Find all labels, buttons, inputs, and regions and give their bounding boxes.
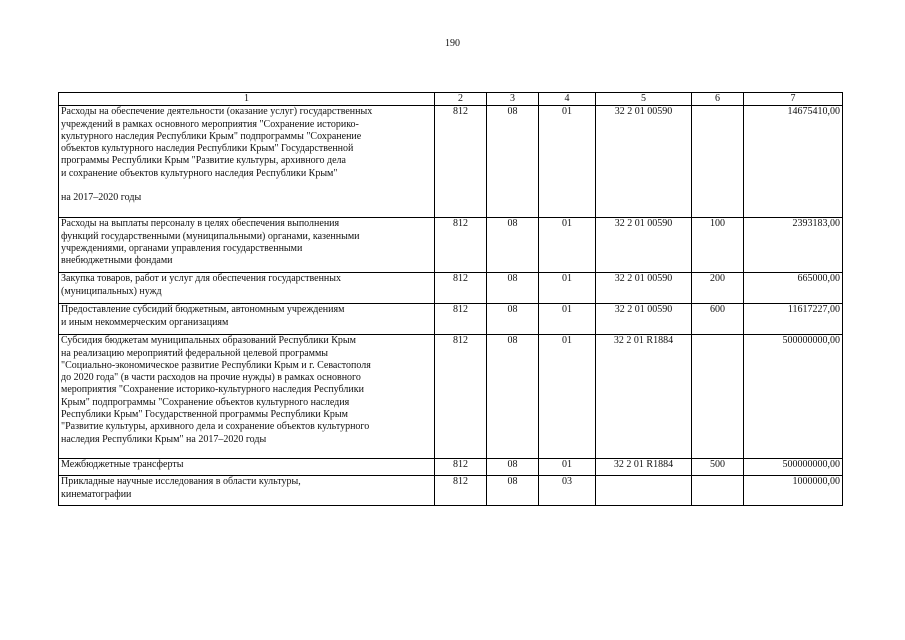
cell-amount: 11617227,00 [744, 304, 843, 335]
cell-target-article: 32 2 01 00590 [596, 273, 692, 304]
cell-subsection: 01 [539, 106, 596, 218]
column-header: 1 [59, 93, 435, 106]
cell-amount: 1000000,00 [744, 476, 843, 506]
cell-section: 08 [487, 476, 539, 506]
cell-target-article: 32 2 01 R1884 [596, 335, 692, 459]
description-line: Предоставление субсидий бюджетным, автономным учреждениям [61, 304, 345, 316]
description-line: внебюджетными фондами [61, 255, 173, 267]
cell-subsection: 01 [539, 273, 596, 304]
table-row [59, 218, 843, 273]
cell-ministry-code: 812 [435, 273, 487, 304]
cell-expense-type: 200 [692, 273, 744, 304]
cell-ministry-code: 812 [435, 106, 487, 218]
cell-target-article [596, 476, 692, 506]
description-line: и сохранение объектов культурного наследия Республики Крым" [61, 167, 338, 179]
description-line: функций государственными (муниципальными) органами, казенными [61, 230, 360, 242]
description-line: до 2020 года" (в части расходов на прочие нужды) в рамках основного [61, 372, 361, 384]
cell-expense-type [692, 335, 744, 459]
description-line: и иным некоммерческим организациям [61, 316, 229, 328]
table-row [59, 106, 843, 218]
cell-ministry-code: 812 [435, 335, 487, 459]
cell-section: 08 [487, 335, 539, 459]
table-row [59, 273, 843, 304]
cell-section: 08 [487, 273, 539, 304]
cell-amount: 2393183,00 [744, 218, 843, 273]
description-line: учреждениями, органами управления государственными [61, 242, 303, 254]
cell-subsection: 01 [539, 459, 596, 476]
cell-amount: 500000000,00 [744, 459, 843, 476]
row-description [59, 218, 435, 273]
column-header: 5 [596, 93, 692, 106]
column-header: 7 [744, 93, 843, 106]
cell-target-article: 32 2 01 R1884 [596, 459, 692, 476]
table-row [59, 335, 843, 459]
cell-target-article: 32 2 01 00590 [596, 304, 692, 335]
table-row [59, 304, 843, 335]
description-line: Расходы на обеспечение деятельности (оказание услуг) государственных [61, 106, 373, 118]
description-line: культурного наследия Республики Крым" подпрограммы "Сохранение [61, 130, 362, 142]
cell-target-article: 32 2 01 00590 [596, 218, 692, 273]
cell-section: 08 [487, 218, 539, 273]
description-line: Расходы на выплаты персоналу в целях обеспечения выполнения [61, 218, 340, 230]
cell-subsection: 03 [539, 476, 596, 506]
column-header: 3 [487, 93, 539, 106]
cell-ministry-code: 812 [435, 218, 487, 273]
description-line: Прикладные научные исследования в области культуры, [61, 476, 301, 488]
cell-ministry-code: 812 [435, 476, 487, 506]
description-line: Крым" подпрограммы "Сохранение объектов культурного наследия [61, 396, 350, 408]
row-description [59, 335, 435, 459]
description-line: объектов культурного наследия Республики Крым" Государственной [61, 143, 354, 155]
description-line: Республики Крым" Государственной программы Республики Крым [61, 409, 348, 421]
description-line: учреждений в рамках основного мероприятия "Сохранение историко- [61, 118, 359, 130]
cell-section: 08 [487, 459, 539, 476]
description-line: кинематографии [61, 488, 132, 500]
table-row [59, 459, 843, 476]
description-line: Закупка товаров, работ и услуг для обеспечения государственных [61, 273, 342, 285]
description-line: на реализацию мероприятий федеральной целевой программы [61, 347, 329, 359]
cell-expense-type [692, 476, 744, 506]
description-line: программы Республики Крым "Развитие культуры, архивного дела [61, 155, 346, 167]
cell-ministry-code: 812 [435, 304, 487, 335]
column-header: 2 [435, 93, 487, 106]
cell-subsection: 01 [539, 304, 596, 335]
description-line: Межбюджетные трансферты [61, 459, 184, 471]
cell-section: 08 [487, 106, 539, 218]
cell-expense-type: 500 [692, 459, 744, 476]
description-line: Субсидия бюджетам муниципальных образований Республики Крым [61, 335, 356, 347]
description-line: "Социально-экономическое развитие Республики Крым и г. Севастополя [61, 359, 371, 371]
cell-amount: 665000,00 [744, 273, 843, 304]
budget-table [58, 92, 843, 506]
column-header: 6 [692, 93, 744, 106]
cell-expense-type: 600 [692, 304, 744, 335]
cell-expense-type: 100 [692, 218, 744, 273]
row-description [59, 476, 435, 506]
header-row [59, 93, 843, 106]
cell-target-article: 32 2 01 00590 [596, 106, 692, 218]
cell-amount: 14675410,00 [744, 106, 843, 218]
cell-expense-type [692, 106, 744, 218]
row-description [59, 106, 435, 218]
row-description [59, 459, 435, 476]
cell-ministry-code: 812 [435, 459, 487, 476]
cell-subsection: 01 [539, 218, 596, 273]
cell-section: 08 [487, 304, 539, 335]
row-description [59, 304, 435, 335]
description-line: наследия Республики Крым" на 2017–2020 годы [61, 433, 267, 445]
row-description [59, 273, 435, 304]
cell-amount: 500000000,00 [744, 335, 843, 459]
column-header: 4 [539, 93, 596, 106]
cell-subsection: 01 [539, 335, 596, 459]
description-line: "Развитие культуры, архивного дела и сохранение объектов культурного [61, 421, 370, 433]
table-row [59, 476, 843, 506]
page-number: 190 [445, 38, 460, 49]
description-line: на 2017–2020 годы [61, 192, 142, 204]
description-line: мероприятия "Сохранение историко-культурного наследия Республики [61, 384, 364, 396]
description-line: (муниципальных) нужд [61, 285, 162, 297]
